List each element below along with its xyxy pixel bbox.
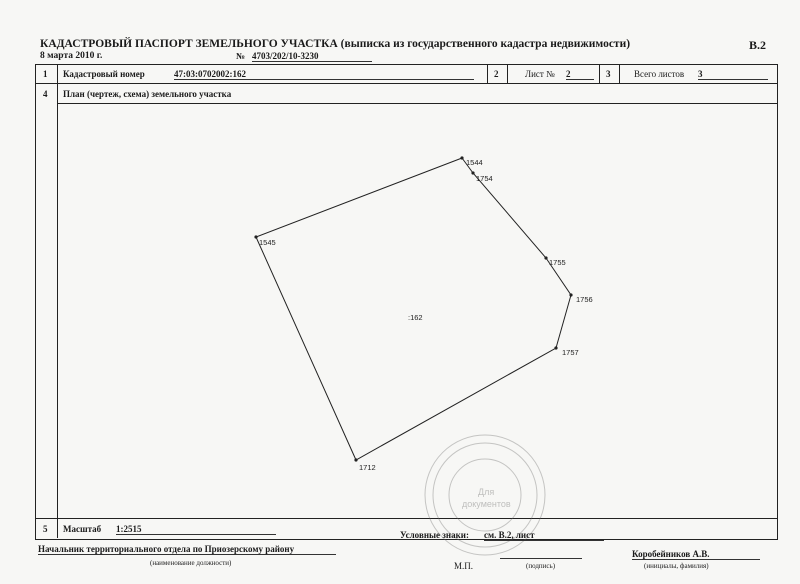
parcel-boundary	[256, 158, 571, 460]
document-number: 4703/202/10-3230	[252, 51, 372, 62]
legend-label: Условные знаки:	[400, 530, 469, 540]
point-marker-1756	[569, 293, 572, 296]
point-label-1545: 1545	[259, 238, 276, 247]
point-label-1757: 1757	[562, 348, 579, 357]
point-marker-1757	[554, 346, 557, 349]
signature-caption: (подпись)	[526, 562, 556, 570]
form-code: В.2	[749, 38, 767, 52]
row2-number: 2	[494, 69, 499, 79]
stamp-line2: документов	[462, 499, 511, 509]
point-label-1756: 1756	[576, 295, 593, 304]
point-label-1712: 1712	[359, 463, 376, 472]
position-caption: (наименование должности)	[150, 559, 232, 567]
name-caption: (инициалы, фамилия)	[644, 562, 709, 570]
point-marker-1754	[471, 171, 474, 174]
seal-place: М.П.	[454, 561, 474, 571]
stamp-line1: Для	[478, 487, 495, 497]
row4-number: 4	[43, 89, 48, 99]
official-name: Коробейников А.В.	[632, 549, 760, 560]
sheet-value: 2	[566, 69, 594, 80]
cadastral-value: 47:03:0702002:162	[174, 69, 474, 80]
point-label-1544: 1544	[466, 158, 483, 167]
sheet-label: Лист №	[525, 69, 555, 79]
title-sub: (выписка из государственного кадастра недвижимости)	[340, 38, 631, 50]
official-position: Начальник территориального отдела по Приозерскому району	[38, 544, 336, 555]
point-label-1754: 1754	[476, 174, 493, 183]
parcel-label: :162	[408, 313, 423, 322]
signature-line	[500, 558, 582, 559]
row5-number: 5	[43, 524, 48, 534]
scale-label: Масштаб	[63, 524, 102, 534]
plan-section-label: План (чертеж, схема) земельного участка	[63, 89, 232, 99]
document-date: 8 марта 2010 г.	[40, 51, 103, 61]
legend-value: см. В.2, лист	[484, 530, 604, 541]
total-sheets-label: Всего листов	[634, 69, 685, 79]
point-marker-1712	[354, 458, 357, 461]
row1-number: 1	[43, 69, 48, 79]
number-label: №	[236, 51, 246, 61]
cadastral-label: Кадастровый номер	[63, 69, 145, 79]
point-marker-1544	[460, 156, 463, 159]
point-marker-1545	[254, 235, 257, 238]
title-main: КАДАСТРОВЫЙ ПАСПОРТ ЗЕМЕЛЬНОГО УЧАСТКА	[40, 38, 338, 50]
scale-value: 1:2515	[116, 524, 276, 535]
row3-number: 3	[606, 69, 611, 79]
total-sheets-value: 3	[698, 69, 768, 80]
point-label-1755: 1755	[549, 258, 566, 267]
point-marker-1755	[544, 256, 547, 259]
